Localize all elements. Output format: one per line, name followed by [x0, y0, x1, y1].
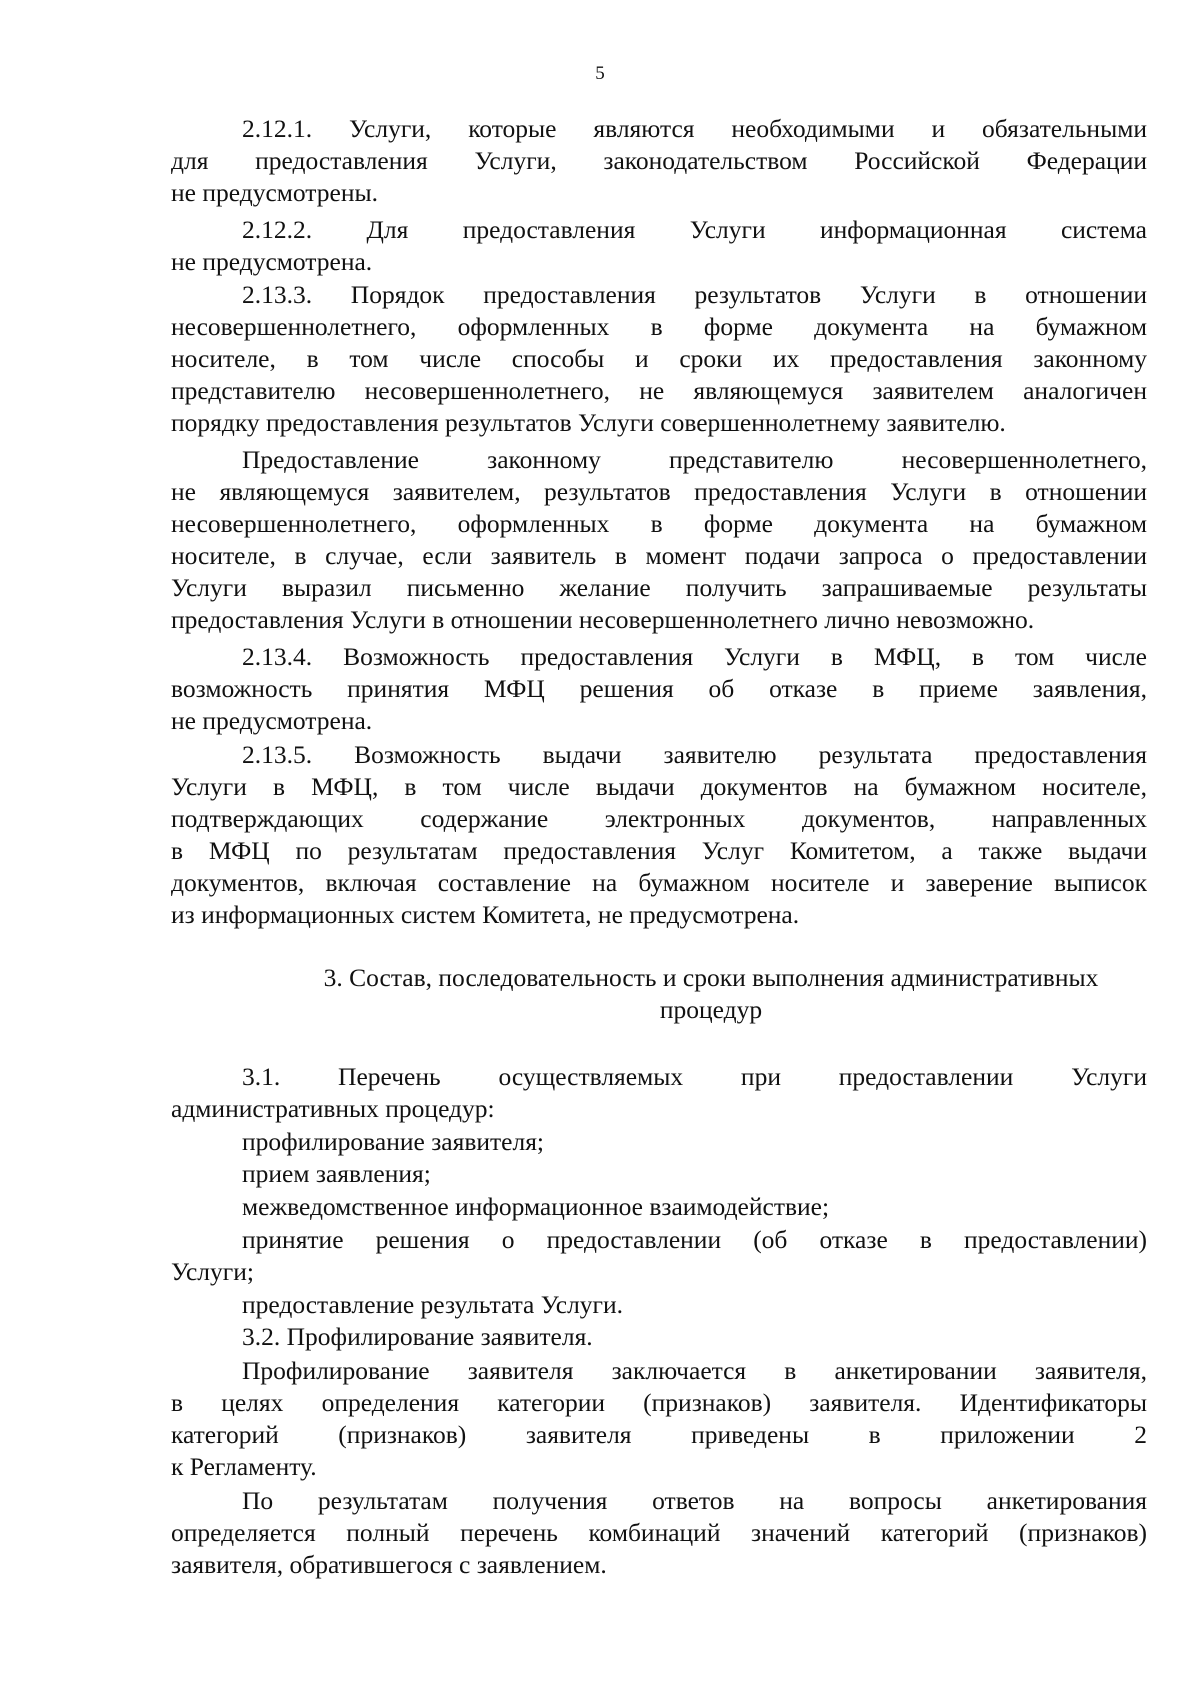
paragraph-provision-line: носителе, в случае, если заявитель в момент подачи запроса о предоставлении [171, 541, 1147, 570]
paragraph-provision-line: несовершеннолетнего, оформленных в форме документа на бумажном [171, 509, 1147, 538]
paragraph-3-1-line: 3.1. Перечень осуществляемых при предоставлении Услуги [242, 1062, 1147, 1091]
paragraph-2-13-3-line: несовершеннолетнего, оформленных в форме документа на бумажном [171, 312, 1147, 341]
paragraph-results-line: определяется полный перечень комбинаций значений категорий (признаков) [171, 1518, 1147, 1547]
paragraph-profiling-line: к Регламенту. [171, 1452, 317, 1481]
paragraph-2-13-3-line: 2.13.3. Порядок предоставления результатов Услуги в отношении [242, 280, 1147, 309]
paragraph-2-13-3-line: представителю несовершеннолетнего, не являющемуся заявителем аналогичен [171, 376, 1147, 405]
paragraph-3-1-line: административных процедур: [171, 1094, 495, 1123]
section-title: процедур [659, 995, 763, 1024]
heading-3-2: 3.2. Профилирование заявителя. [242, 1322, 593, 1351]
paragraph-2-13-5-line: документов, включая составление на бумажном носителе и заверение выписок [171, 868, 1147, 897]
paragraph-2-13-5-line: подтверждающих содержание электронных документов, направленных [171, 804, 1147, 833]
list-item: Услуги; [171, 1257, 254, 1286]
paragraph-2-13-5-line: 2.13.5. Возможность выдачи заявителю результата предоставления [242, 740, 1147, 769]
paragraph-2-13-3-line: носителе, в том числе способы и сроки их предоставления законному [171, 344, 1147, 373]
list-item: прием заявления; [242, 1159, 431, 1188]
paragraph-results-line: По результатам получения ответов на вопросы анкетирования [242, 1486, 1147, 1515]
paragraph-2-13-4-line: 2.13.4. Возможность предоставления Услуги в МФЦ, в том числе [242, 642, 1147, 671]
paragraph-2-13-5-line: из информационных систем Комитета, не предусмотрена. [171, 900, 800, 929]
paragraph-2-12-1-line: для предоставления Услуги, законодательством Российской Федерации [171, 146, 1147, 175]
paragraph-profiling-line: категорий (признаков) заявителя приведены в приложении 2 [171, 1420, 1147, 1449]
list-item: профилирование заявителя; [242, 1127, 545, 1156]
paragraph-provision-line: предоставления Услуги в отношении несовершеннолетнего лично невозможно. [171, 605, 1035, 634]
paragraph-2-12-2-line: не предусмотрена. [171, 247, 373, 276]
paragraph-2-13-5-line: в МФЦ по результатам предоставления Услуг Комитетом, а также выдачи [171, 836, 1147, 865]
paragraph-results-line: заявителя, обратившегося с заявлением. [171, 1550, 607, 1579]
list-item: принятие решения о предоставлении (об отказе в предоставлении) [242, 1225, 1147, 1254]
page-number: 5 [595, 63, 605, 84]
paragraph-2-12-2-line: 2.12.2. Для предоставления Услуги информационная система [242, 215, 1147, 244]
paragraph-2-13-3-line: порядку предоставления результатов Услуги совершеннолетнему заявителю. [171, 408, 1006, 437]
paragraph-profiling-line: в целях определения категории (признаков) заявителя. Идентификаторы [171, 1388, 1147, 1417]
paragraph-provision-line: не являющемуся заявителем, результатов предоставления Услуги в отношении [171, 477, 1147, 506]
paragraph-profiling-line: Профилирование заявителя заключается в анкетировании заявителя, [242, 1356, 1147, 1385]
paragraph-provision-line: Предоставление законному представителю несовершеннолетнего, [242, 445, 1147, 474]
list-item: межведомственное информационное взаимодействие; [242, 1192, 830, 1221]
section-title: 3. Состав, последовательность и сроки выполнения административных [323, 963, 1099, 992]
paragraph-provision-line: Услуги выразил письменно желание получить запрашиваемые результаты [171, 573, 1147, 602]
paragraph-2-12-1-line: 2.12.1. Услуги, которые являются необходимыми и обязательными [242, 114, 1147, 143]
list-item: предоставление результата Услуги. [242, 1290, 624, 1319]
paragraph-2-13-4-line: не предусмотрена. [171, 706, 373, 735]
paragraph-2-13-4-line: возможность принятия МФЦ решения об отказе в приеме заявления, [171, 674, 1147, 703]
paragraph-2-12-1-line: не предусмотрены. [171, 178, 378, 207]
paragraph-2-13-5-line: Услуги в МФЦ, в том числе выдачи документов на бумажном носителе, [171, 772, 1147, 801]
